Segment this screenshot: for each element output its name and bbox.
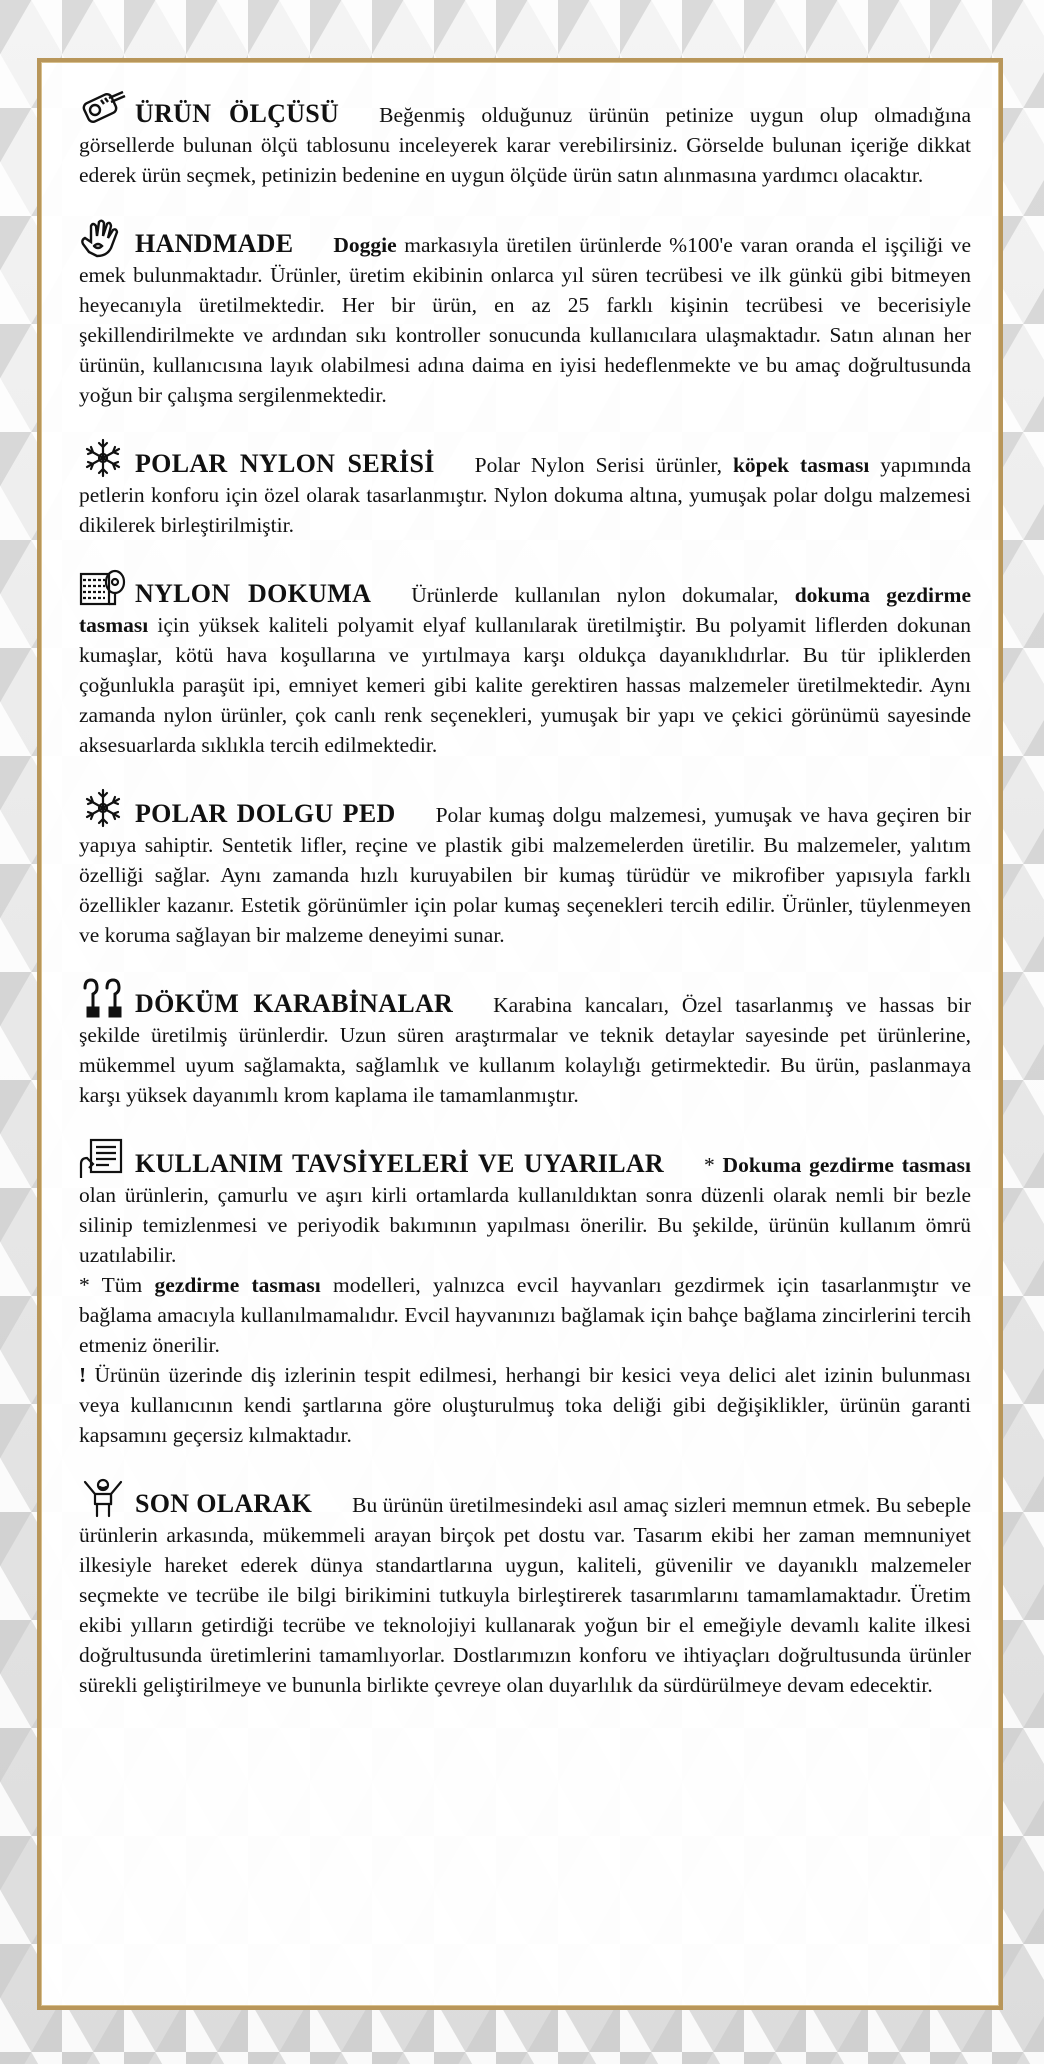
section-kullanim-tavsiyeleri bbox=[79, 1138, 971, 1450]
section-dokum-karabinalar bbox=[79, 978, 971, 1110]
section-urun-olcusu bbox=[79, 88, 971, 190]
section-text: ÜRÜN ÖLÇÜSÜ Beğenmiş olduğunuz ürünün petinize uygun olup olmadığına görsellerde bulunan ölçü tablosunu inceleyerek karar verebilirsiniz. Görselde bulunan içeriğe dikkat ederek ürün seçmek, petinizin bedenine en uygun ölçüde ürün satın alınmasına yardımcı olacaktır. bbox=[79, 88, 971, 190]
snowflake-icon bbox=[79, 438, 127, 478]
section-text: SON OLARAK Bu ürünün üretilmesindeki asıl amaç sizleri memnun etmek. Bu sebeple ürünlerin arkasında, mükemmeli arayan birçok pet dostu var. Tasarım ekibi her zaman memnuniyet ilkesiyle hareket ederek dünya standartlarına uygun, kaliteli, güvenilir ve dayanıklı malzemeler seçmekte ve tecrübe ile bilgi birikimini tutkuyla birleştirerek tasarımlarını tamamlamaktadır. Üretim ekibi yılların getirdiği tecrübe ve teknolojiyi kullanarak yoğun bir el emeğiyle devamlı kalite ilkesi doğrultusunda üretimlerini tamamlıyorlar. Dostlarımızın konforu ve ihtiyaçları doğrultusunda ürünler sürekli geliştirilmeye ve bununla birlikte çevreye olan duyarlılık da sürdürülmeye devam edecektir. bbox=[79, 1478, 971, 1700]
section-heading: KULLANIM TAVSİYELERİ VE UYARILAR bbox=[135, 1149, 665, 1178]
tape-measure-icon bbox=[79, 88, 127, 128]
warning-item: * Tüm gezdirme tasması modelleri, yalnızca evcil hayvanları gezdirmek için tasarlanmıştır ve bağlama amacıyla kullanılmamalıdır. Evcil hayvanınızı bağlamak için bahçe bağlama zincirlerini tercih etmeniz önerilir. bbox=[79, 1273, 972, 1357]
warning-item: ! Ürünün üzerinde diş izlerinin tespit edilmesi, herhangi bir kesici veya delici alet izinin bulunması veya kullanıcının kendi şartlarına göre oluşturulmuş toka deliği gibi değişiklikler, ürünün garanti kapsamını geçersiz kılmaktadır. bbox=[79, 1363, 971, 1447]
brand-name: Doggie bbox=[333, 233, 397, 257]
document-hand-icon bbox=[79, 1138, 127, 1178]
happy-person-icon bbox=[79, 1478, 127, 1518]
section-polar-nylon-serisi bbox=[79, 438, 971, 540]
content-frame bbox=[37, 58, 1003, 2010]
section-text: HANDMADE Doggie markasıyla üretilen ürünlerde %100'e varan oranda el işçiliği ve emek bulunmaktadır. Ürünler, üretim ekibinin onlarca yıl süren tecrübesi ve ilk günkü gibi bitmeyen heyecanıyla üretilmektedir. Her bir ürün, en az 25 farklı kişinin tecrübesi ve becerisiyle şekillendirilmekte ve ardından sıkı kontroller sonucunda kullanıcılara ulaşmaktadır. Satın alınan her ürünün, kullanıcısına layık olabilmesi adına daima en iyisi hedeflenmekte ve bu amaç doğrultusunda yoğun bir çalışma sergilenmektedir. bbox=[79, 218, 971, 410]
section-heading: POLAR NYLON SERİSİ bbox=[135, 449, 435, 478]
section-text: KULLANIM TAVSİYELERİ VE UYARILAR * Dokuma gezdirme tasması olan ürünlerin, çamurlu ve aşırı kirli ortamlarda kullanıldıktan sonra düzenli olarak nemli bir bezle silinip temizlenmesi ve periyodik bakımının yapılması önerilir. Bu şekilde, ürünün kullanım ömrü uzatılabilir. * Tüm gezdirme tasması modelleri, yalnızca evcil hayvanları gezdirmek için tasarlanmıştır ve bağlama amacıyla kullanılmamalıdır. Evcil hayvanınızı bağlamak için bahçe bağlama zincirlerini tercih etmeniz önerilir. ! Ürünün üzerinde diş izlerinin tespit edilmesi, herhangi bir kesici veya delici alet izinin bulunması veya kullanıcının kendi şartlarına göre oluşturulmuş toka deliği gibi değişiklikler, ürünün garanti kapsamını geçersiz kılmaktadır. bbox=[79, 1138, 971, 1450]
fabric-roll-icon bbox=[79, 568, 127, 608]
section-heading: SON OLARAK bbox=[135, 1489, 313, 1518]
content-body bbox=[79, 88, 971, 1728]
snowflake-icon bbox=[79, 788, 127, 828]
section-heading: NYLON DOKUMA bbox=[135, 579, 372, 608]
section-son-olarak bbox=[79, 1478, 971, 1700]
section-heading: HANDMADE bbox=[135, 229, 294, 258]
carabiner-icon bbox=[79, 978, 127, 1018]
section-text: NYLON DOKUMA Ürünlerde kullanılan nylon dokumalar, dokuma gezdirme tasması için yüksek kaliteli polyamit elyaf kullanılarak üretilmiştir. Bu polyamit liflerden dokunan kumaşlar, kötü hava koşullarına ve yırtılmaya karşı oldukça dayanıklıdırlar. Bu tür ipliklerden çoğunlukla paraşüt ipi, emniyet kemeri gibi kalite gerektiren hassas malzemeler üretilmektedir. Aynı zamanda nylon ürünler, çok canlı renk seçenekleri, yumuşak bir yapı ve çekici görünümü sayesinde aksesuarlarda sıklıkla tercih edilmektedir. bbox=[79, 568, 971, 760]
section-heading: POLAR DOLGU PED bbox=[135, 799, 396, 828]
handmade-hand-icon bbox=[79, 218, 127, 258]
section-heading: DÖKÜM KARABİNALAR bbox=[135, 989, 454, 1018]
section-heading: ÜRÜN ÖLÇÜSÜ bbox=[135, 99, 340, 128]
section-text: POLAR DOLGU PED Polar kumaş dolgu malzemesi, yumuşak ve hava geçiren bir yapıya sahiptir. Sentetik lifler, reçine ve plastik gibi malzemelerden üretilir. Bu malzemeler, yalıtım özelliği sağlar. Aynı zamanda hızlı kuruyabilen bir kumaş türüdür ve mikrofiber yapısıyla farklı özellikler kazanır. Estetik görünümler için polar kumaş seçenekleri tercih edilir. Ürünler, tüylenmeyen ve koruma sağlayan bir malzeme deneyimi sunar. bbox=[79, 788, 971, 950]
section-polar-dolgu-ped bbox=[79, 788, 971, 950]
section-handmade bbox=[79, 218, 971, 410]
section-text: POLAR NYLON SERİSİ Polar Nylon Serisi ürünler, köpek tasması yapımında petlerin konforu için özel olarak tasarlanmıştır. Nylon dokuma altına, yumuşak polar dolgu malzemesi dikilerek birleştirilmiştir. bbox=[79, 438, 971, 540]
section-nylon-dokuma bbox=[79, 568, 971, 760]
section-text: DÖKÜM KARABİNALAR Karabina kancaları, Özel tasarlanmış ve hassas bir şekilde üretilmiş ürünlerdir. Uzun süren araştırmalar ve teknik detaylar sayesinde pet ürünlerine, mükemmel uyum sağlamakta, sağlamlık ve kullanım kolaylığı getirmektedir. Bu ürün, paslanmaya karşı yüksek dayanımlı krom kaplama ile tamamlanmıştır. bbox=[79, 978, 971, 1110]
